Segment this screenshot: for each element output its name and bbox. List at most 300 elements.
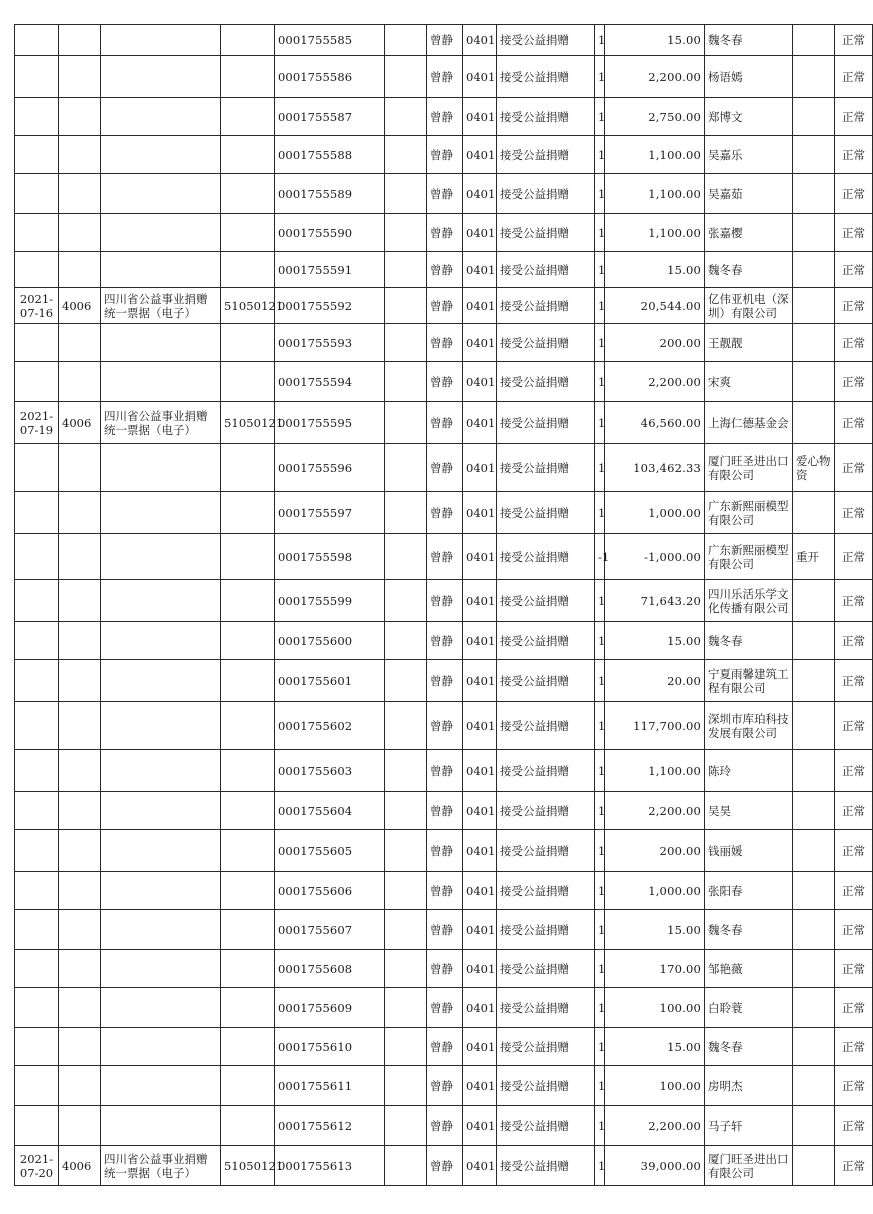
account-code-cell: 0401 <box>463 1066 497 1106</box>
blank-cell <box>385 702 427 750</box>
table-row <box>15 830 873 872</box>
region-code-cell <box>221 872 275 910</box>
amount-cell: 117,700.00 <box>605 702 705 750</box>
status-cell: 正常 <box>835 660 873 702</box>
note-cell <box>793 362 835 402</box>
count-cell: 1 <box>595 792 605 830</box>
note-cell <box>793 492 835 534</box>
blank-cell <box>385 660 427 702</box>
issue-date-cell <box>15 1028 59 1066</box>
category-code-cell: 4006 <box>59 1146 101 1186</box>
blank-cell <box>385 444 427 492</box>
note-cell <box>793 324 835 362</box>
note-cell: 爱心物资 <box>793 444 835 492</box>
amount-cell: 1,100.00 <box>605 136 705 174</box>
note-cell <box>793 136 835 174</box>
item-cell: 接受公益捐赠 <box>497 534 595 580</box>
account-code-cell: 0401 <box>463 1146 497 1186</box>
count-cell: 1 <box>595 830 605 872</box>
count-cell: 1 <box>595 402 605 444</box>
category-code-cell: 4006 <box>59 288 101 324</box>
receipt-number-cell: 0001755611 <box>275 1066 385 1106</box>
handler-cell: 曾静 <box>427 444 463 492</box>
region-code-cell <box>221 25 275 56</box>
account-code-cell: 0401 <box>463 702 497 750</box>
region-code-cell <box>221 1028 275 1066</box>
ticket-type-cell: 四川省公益事业捐赠统一票据（电子） <box>101 1146 221 1186</box>
item-cell: 接受公益捐赠 <box>497 25 595 56</box>
category-code-cell <box>59 492 101 534</box>
handler-cell: 曾静 <box>427 252 463 288</box>
amount-cell: 2,200.00 <box>605 56 705 98</box>
ticket-type-cell <box>101 792 221 830</box>
category-code-cell <box>59 1066 101 1106</box>
item-cell: 接受公益捐赠 <box>497 492 595 534</box>
ticket-type-cell <box>101 1066 221 1106</box>
count-cell: 1 <box>595 1066 605 1106</box>
handler-cell: 曾静 <box>427 830 463 872</box>
handler-cell: 曾静 <box>427 872 463 910</box>
count-cell: -1 <box>595 534 605 580</box>
account-code-cell: 0401 <box>463 98 497 136</box>
note-cell <box>793 56 835 98</box>
account-code-cell: 0401 <box>463 252 497 288</box>
ticket-type-cell <box>101 910 221 950</box>
issue-date-cell <box>15 950 59 988</box>
count-cell: 1 <box>595 910 605 950</box>
count-cell: 1 <box>595 1146 605 1186</box>
receipt-number-cell: 0001755586 <box>275 56 385 98</box>
item-cell: 接受公益捐赠 <box>497 1146 595 1186</box>
payer-cell: 亿伟亚机电（深圳）有限公司 <box>705 288 793 324</box>
receipt-number-cell: 0001755606 <box>275 872 385 910</box>
table-row <box>15 792 873 830</box>
table-row <box>15 492 873 534</box>
ticket-type-cell <box>101 1028 221 1066</box>
note-cell <box>793 702 835 750</box>
note-cell <box>793 402 835 444</box>
receipt-number-cell: 0001755593 <box>275 324 385 362</box>
category-code-cell <box>59 174 101 214</box>
receipt-number-cell: 0001755608 <box>275 950 385 988</box>
payer-cell: 吴嘉乐 <box>705 136 793 174</box>
region-code-cell <box>221 622 275 660</box>
item-cell: 接受公益捐赠 <box>497 56 595 98</box>
issue-date-cell: 2021-07-16 <box>15 288 59 324</box>
issue-date-cell <box>15 1106 59 1146</box>
account-code-cell: 0401 <box>463 174 497 214</box>
ticket-type-cell <box>101 252 221 288</box>
status-cell: 正常 <box>835 98 873 136</box>
receipt-number-cell: 0001755598 <box>275 534 385 580</box>
blank-cell <box>385 324 427 362</box>
note-cell <box>793 830 835 872</box>
category-code-cell <box>59 622 101 660</box>
item-cell: 接受公益捐赠 <box>497 252 595 288</box>
category-code-cell <box>59 252 101 288</box>
payer-cell: 吴昊 <box>705 792 793 830</box>
issue-date-cell <box>15 25 59 56</box>
table-row <box>15 136 873 174</box>
category-code-cell <box>59 56 101 98</box>
amount-cell: 170.00 <box>605 950 705 988</box>
ticket-type-cell <box>101 750 221 792</box>
blank-cell <box>385 534 427 580</box>
region-code-cell <box>221 580 275 622</box>
ticket-type-cell <box>101 1106 221 1146</box>
receipt-number-cell: 0001755609 <box>275 988 385 1028</box>
region-code-cell <box>221 910 275 950</box>
count-cell: 1 <box>595 492 605 534</box>
note-cell <box>793 872 835 910</box>
ticket-type-cell <box>101 988 221 1028</box>
category-code-cell <box>59 136 101 174</box>
blank-cell <box>385 136 427 174</box>
item-cell: 接受公益捐赠 <box>497 444 595 492</box>
issue-date-cell: 2021-07-20 <box>15 1146 59 1186</box>
category-code-cell <box>59 910 101 950</box>
table-row <box>15 660 873 702</box>
amount-cell: 2,200.00 <box>605 792 705 830</box>
category-code-cell <box>59 362 101 402</box>
count-cell: 1 <box>595 1028 605 1066</box>
handler-cell: 曾静 <box>427 534 463 580</box>
handler-cell: 曾静 <box>427 288 463 324</box>
receipt-number-cell: 0001755603 <box>275 750 385 792</box>
note-cell <box>793 1146 835 1186</box>
count-cell: 1 <box>595 136 605 174</box>
ticket-type-cell <box>101 25 221 56</box>
account-code-cell: 0401 <box>463 1028 497 1066</box>
note-cell <box>793 252 835 288</box>
issue-date-cell <box>15 622 59 660</box>
region-code-cell <box>221 750 275 792</box>
status-cell: 正常 <box>835 950 873 988</box>
account-code-cell: 0401 <box>463 324 497 362</box>
receipt-number-cell: 0001755595 <box>275 402 385 444</box>
table-row <box>15 174 873 214</box>
receipt-number-cell: 0001755604 <box>275 792 385 830</box>
payer-cell: 王靓靓 <box>705 324 793 362</box>
table-row <box>15 98 873 136</box>
handler-cell: 曾静 <box>427 1028 463 1066</box>
item-cell: 接受公益捐赠 <box>497 830 595 872</box>
category-code-cell <box>59 98 101 136</box>
ticket-type-cell <box>101 324 221 362</box>
status-cell: 正常 <box>835 1066 873 1106</box>
receipt-number-cell: 0001755610 <box>275 1028 385 1066</box>
category-code-cell <box>59 830 101 872</box>
note-cell <box>793 950 835 988</box>
amount-cell: 1,100.00 <box>605 214 705 252</box>
amount-cell: 20,544.00 <box>605 288 705 324</box>
ticket-type-cell <box>101 492 221 534</box>
status-cell: 正常 <box>835 580 873 622</box>
amount-cell: -1,000.00 <box>605 534 705 580</box>
amount-cell: 39,000.00 <box>605 1146 705 1186</box>
account-code-cell: 0401 <box>463 792 497 830</box>
handler-cell: 曾静 <box>427 1066 463 1106</box>
status-cell: 正常 <box>835 622 873 660</box>
account-code-cell: 0401 <box>463 660 497 702</box>
issue-date-cell <box>15 750 59 792</box>
issue-date-cell <box>15 1066 59 1106</box>
region-code-cell <box>221 950 275 988</box>
status-cell: 正常 <box>835 136 873 174</box>
payer-cell: 魏冬春 <box>705 910 793 950</box>
status-cell: 正常 <box>835 56 873 98</box>
receipt-number-cell: 0001755612 <box>275 1106 385 1146</box>
region-code-cell <box>221 324 275 362</box>
region-code-cell <box>221 214 275 252</box>
donation-receipt-ledger <box>14 24 873 1186</box>
handler-cell: 曾静 <box>427 792 463 830</box>
status-cell: 正常 <box>835 872 873 910</box>
region-code-cell <box>221 988 275 1028</box>
item-cell: 接受公益捐赠 <box>497 1106 595 1146</box>
category-code-cell: 4006 <box>59 402 101 444</box>
blank-cell <box>385 792 427 830</box>
region-code-cell <box>221 98 275 136</box>
payer-cell: 马子轩 <box>705 1106 793 1146</box>
blank-cell <box>385 1028 427 1066</box>
count-cell: 1 <box>595 288 605 324</box>
table-row <box>15 25 873 56</box>
category-code-cell <box>59 444 101 492</box>
status-cell: 正常 <box>835 444 873 492</box>
item-cell: 接受公益捐赠 <box>497 1066 595 1106</box>
amount-cell: 1,000.00 <box>605 492 705 534</box>
payer-cell: 广东新熙丽模型有限公司 <box>705 492 793 534</box>
receipt-number-cell: 0001755585 <box>275 25 385 56</box>
ticket-type-cell <box>101 830 221 872</box>
ticket-type-cell <box>101 362 221 402</box>
account-code-cell: 0401 <box>463 56 497 98</box>
payer-cell: 邹艳薇 <box>705 950 793 988</box>
amount-cell: 15.00 <box>605 1028 705 1066</box>
status-cell: 正常 <box>835 1106 873 1146</box>
region-code-cell <box>221 362 275 402</box>
handler-cell: 曾静 <box>427 56 463 98</box>
table-row <box>15 534 873 580</box>
item-cell: 接受公益捐赠 <box>497 872 595 910</box>
issue-date-cell <box>15 252 59 288</box>
table-row <box>15 252 873 288</box>
blank-cell <box>385 750 427 792</box>
region-code-cell <box>221 492 275 534</box>
receipt-number-cell: 0001755596 <box>275 444 385 492</box>
account-code-cell: 0401 <box>463 534 497 580</box>
region-code-cell <box>221 792 275 830</box>
status-cell: 正常 <box>835 792 873 830</box>
issue-date-cell <box>15 988 59 1028</box>
category-code-cell <box>59 988 101 1028</box>
note-cell <box>793 1028 835 1066</box>
ticket-type-cell: 四川省公益事业捐赠统一票据（电子） <box>101 402 221 444</box>
amount-cell: 1,100.00 <box>605 174 705 214</box>
blank-cell <box>385 56 427 98</box>
region-code-cell <box>221 136 275 174</box>
handler-cell: 曾静 <box>427 174 463 214</box>
handler-cell: 曾静 <box>427 580 463 622</box>
payer-cell: 宁夏雨馨建筑工程有限公司 <box>705 660 793 702</box>
item-cell: 接受公益捐赠 <box>497 98 595 136</box>
category-code-cell <box>59 792 101 830</box>
count-cell: 1 <box>595 214 605 252</box>
count-cell: 1 <box>595 324 605 362</box>
payer-cell: 郑博文 <box>705 98 793 136</box>
table-row <box>15 988 873 1028</box>
account-code-cell: 0401 <box>463 136 497 174</box>
account-code-cell: 0401 <box>463 25 497 56</box>
account-code-cell: 0401 <box>463 910 497 950</box>
amount-cell: 1,000.00 <box>605 872 705 910</box>
region-code-cell: 51050121 <box>221 288 275 324</box>
handler-cell: 曾静 <box>427 136 463 174</box>
blank-cell <box>385 174 427 214</box>
account-code-cell: 0401 <box>463 492 497 534</box>
blank-cell <box>385 950 427 988</box>
item-cell: 接受公益捐赠 <box>497 702 595 750</box>
payer-cell: 四川乐活乐学文化传播有限公司 <box>705 580 793 622</box>
amount-cell: 15.00 <box>605 252 705 288</box>
ticket-type-cell <box>101 534 221 580</box>
blank-cell <box>385 252 427 288</box>
note-cell <box>793 98 835 136</box>
receipt-number-cell: 0001755591 <box>275 252 385 288</box>
note-cell <box>793 288 835 324</box>
blank-cell <box>385 402 427 444</box>
table-row <box>15 402 873 444</box>
status-cell: 正常 <box>835 402 873 444</box>
receipt-number-cell: 0001755590 <box>275 214 385 252</box>
payer-cell: 宋爽 <box>705 362 793 402</box>
payer-cell: 白聆蓑 <box>705 988 793 1028</box>
table-row <box>15 324 873 362</box>
account-code-cell: 0401 <box>463 288 497 324</box>
payer-cell: 魏冬春 <box>705 25 793 56</box>
note-cell <box>793 660 835 702</box>
category-code-cell <box>59 214 101 252</box>
table-row <box>15 1028 873 1066</box>
item-cell: 接受公益捐赠 <box>497 324 595 362</box>
status-cell: 正常 <box>835 492 873 534</box>
issue-date-cell <box>15 324 59 362</box>
issue-date-cell: 2021-07-19 <box>15 402 59 444</box>
table-row <box>15 950 873 988</box>
note-cell <box>793 580 835 622</box>
note-cell <box>793 1066 835 1106</box>
blank-cell <box>385 25 427 56</box>
category-code-cell <box>59 750 101 792</box>
issue-date-cell <box>15 174 59 214</box>
category-code-cell <box>59 25 101 56</box>
handler-cell: 曾静 <box>427 950 463 988</box>
handler-cell: 曾静 <box>427 362 463 402</box>
status-cell: 正常 <box>835 534 873 580</box>
ticket-type-cell <box>101 174 221 214</box>
amount-cell: 46,560.00 <box>605 402 705 444</box>
handler-cell: 曾静 <box>427 1146 463 1186</box>
table-row <box>15 362 873 402</box>
issue-date-cell <box>15 660 59 702</box>
payer-cell: 杨语嫣 <box>705 56 793 98</box>
receipt-number-cell: 0001755592 <box>275 288 385 324</box>
region-code-cell: 51050121 <box>221 1146 275 1186</box>
issue-date-cell <box>15 702 59 750</box>
item-cell: 接受公益捐赠 <box>497 214 595 252</box>
blank-cell <box>385 1146 427 1186</box>
handler-cell: 曾静 <box>427 910 463 950</box>
payer-cell: 厦门旺圣进出口有限公司 <box>705 444 793 492</box>
region-code-cell <box>221 1066 275 1106</box>
table-row <box>15 872 873 910</box>
ticket-type-cell <box>101 622 221 660</box>
category-code-cell <box>59 1028 101 1066</box>
ticket-type-cell <box>101 950 221 988</box>
issue-date-cell <box>15 872 59 910</box>
blank-cell <box>385 288 427 324</box>
receipt-number-cell: 0001755602 <box>275 702 385 750</box>
ticket-type-cell <box>101 98 221 136</box>
item-cell: 接受公益捐赠 <box>497 988 595 1028</box>
issue-date-cell <box>15 910 59 950</box>
category-code-cell <box>59 950 101 988</box>
category-code-cell <box>59 702 101 750</box>
count-cell: 1 <box>595 872 605 910</box>
item-cell: 接受公益捐赠 <box>497 580 595 622</box>
table-row <box>15 750 873 792</box>
payer-cell: 张阳春 <box>705 872 793 910</box>
note-cell <box>793 25 835 56</box>
item-cell: 接受公益捐赠 <box>497 174 595 214</box>
amount-cell: 2,200.00 <box>605 362 705 402</box>
handler-cell: 曾静 <box>427 324 463 362</box>
account-code-cell: 0401 <box>463 580 497 622</box>
payer-cell: 魏冬春 <box>705 1028 793 1066</box>
payer-cell: 房明杰 <box>705 1066 793 1106</box>
count-cell: 1 <box>595 750 605 792</box>
handler-cell: 曾静 <box>427 492 463 534</box>
status-cell: 正常 <box>835 252 873 288</box>
ticket-type-cell <box>101 444 221 492</box>
region-code-cell <box>221 830 275 872</box>
blank-cell <box>385 622 427 660</box>
receipt-number-cell: 0001755605 <box>275 830 385 872</box>
ticket-type-cell: 四川省公益事业捐赠统一票据（电子） <box>101 288 221 324</box>
blank-cell <box>385 910 427 950</box>
table-row <box>15 1146 873 1186</box>
account-code-cell: 0401 <box>463 950 497 988</box>
blank-cell <box>385 872 427 910</box>
item-cell: 接受公益捐赠 <box>497 402 595 444</box>
count-cell: 1 <box>595 1106 605 1146</box>
note-cell: 重开 <box>793 534 835 580</box>
ticket-type-cell <box>101 702 221 750</box>
status-cell: 正常 <box>835 324 873 362</box>
handler-cell: 曾静 <box>427 702 463 750</box>
count-cell: 1 <box>595 25 605 56</box>
amount-cell: 15.00 <box>605 910 705 950</box>
item-cell: 接受公益捐赠 <box>497 910 595 950</box>
account-code-cell: 0401 <box>463 362 497 402</box>
amount-cell: 200.00 <box>605 324 705 362</box>
status-cell: 正常 <box>835 25 873 56</box>
payer-cell: 吴嘉茹 <box>705 174 793 214</box>
ticket-type-cell <box>101 214 221 252</box>
note-cell <box>793 214 835 252</box>
receipt-number-cell: 0001755600 <box>275 622 385 660</box>
